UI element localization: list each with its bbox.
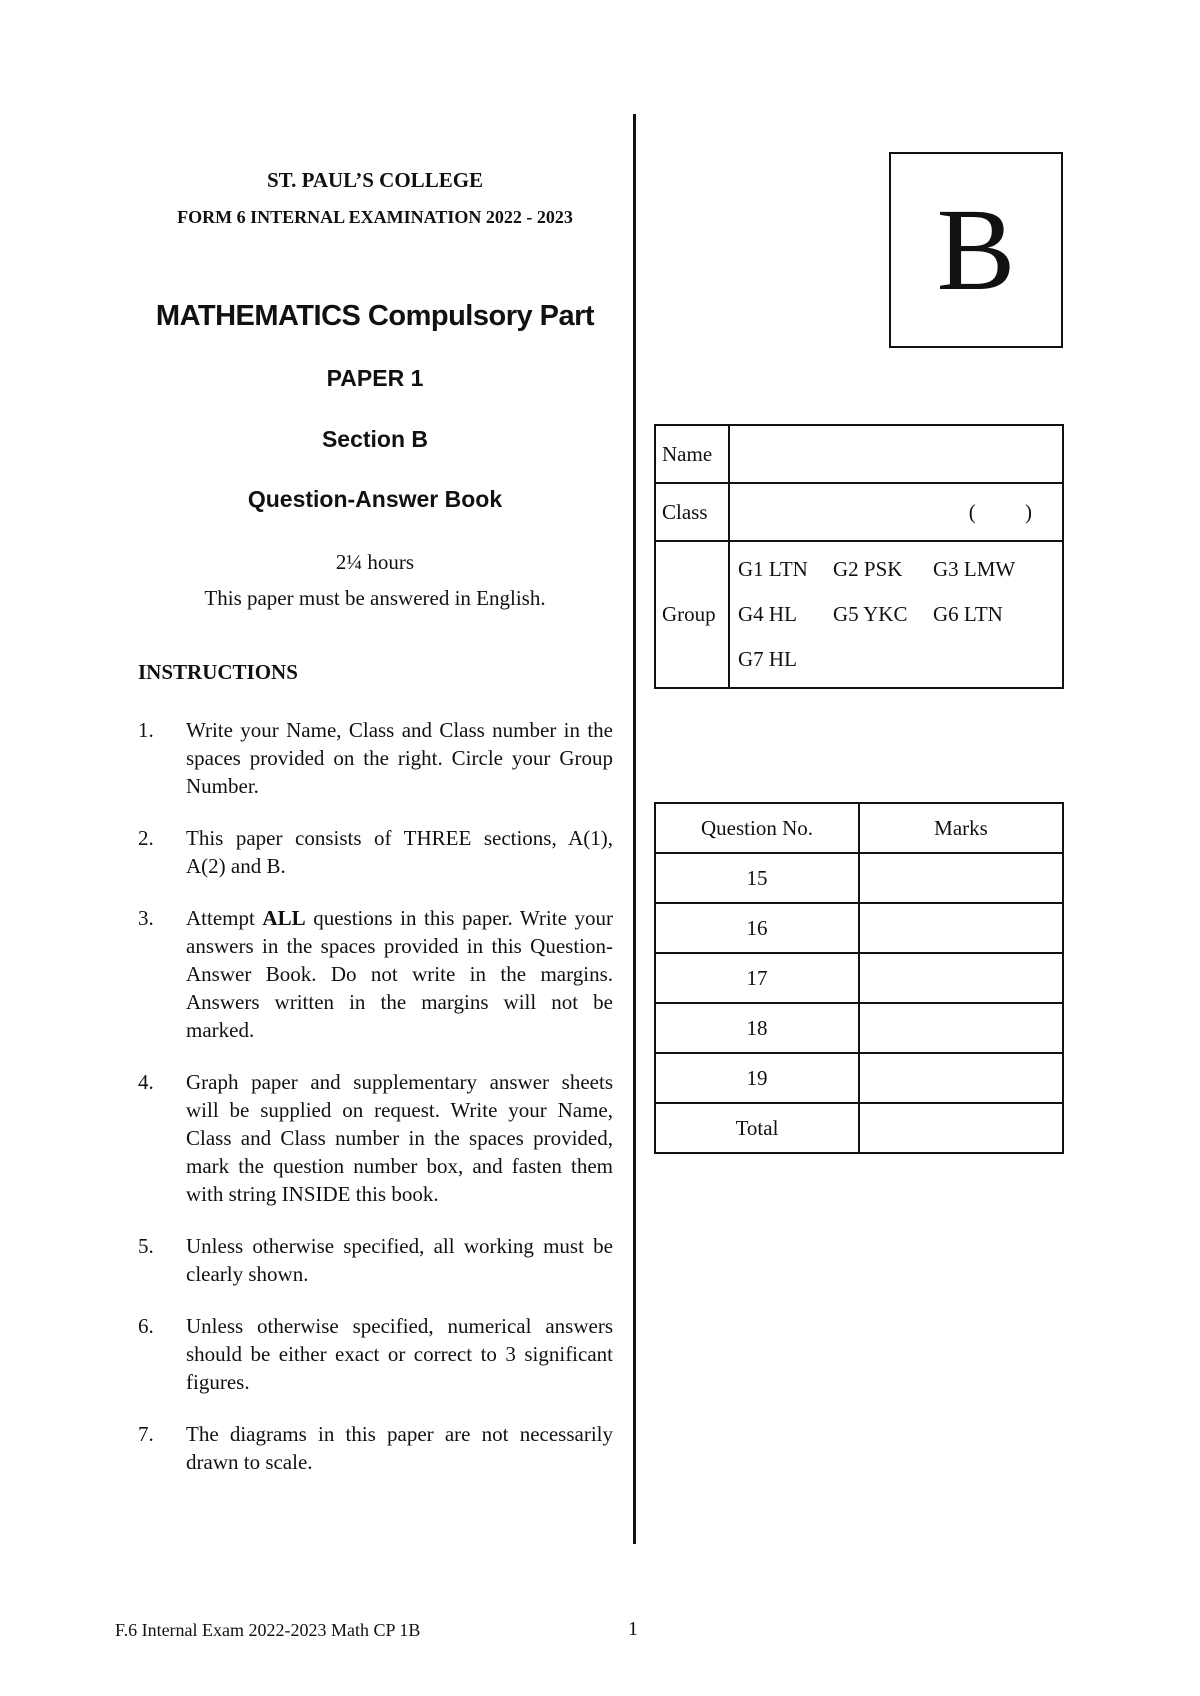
marks-row	[655, 1053, 1063, 1103]
instruction-item	[138, 1420, 613, 1476]
marks-total-row	[655, 1103, 1063, 1153]
instruction-emphasis: ALL	[262, 906, 306, 930]
group-options	[738, 557, 1054, 672]
instruction-text-end: questions in this paper. Write your answers in the spaces provided in this Question-Answer Book. Do not write in the margins. Answers written in the margins will not be marked.	[186, 906, 613, 1042]
marks-row	[655, 1003, 1063, 1053]
group-option[interactable]: G1 LTN	[738, 557, 808, 581]
question-number: 19	[655, 1053, 859, 1103]
instruction-number: 7.	[138, 1422, 154, 1446]
instruction-item	[138, 716, 613, 800]
exam-title: FORM 6 INTERNAL EXAMINATION 2022 - 2023	[177, 207, 573, 227]
question-no-header: Question No.	[655, 803, 859, 853]
instruction-text: Graph paper and supplementary answer sheets will be supplied on request. Write your Name, Class and Class number in the spaces provided, mark the question number box, and fasten them with string INSIDE this book.	[186, 1070, 613, 1206]
instruction-item	[138, 904, 613, 1044]
question-number: 15	[655, 853, 859, 903]
marks-cell[interactable]	[859, 903, 1063, 953]
class-number-brackets: ( )	[968, 499, 1054, 524]
page-number: 1	[628, 1618, 638, 1640]
instruction-number: 5.	[138, 1234, 154, 1258]
paper-number: PAPER 1	[326, 365, 424, 391]
group-option[interactable]: G2 PSK	[833, 557, 903, 581]
instruction-number: 3.	[138, 906, 154, 930]
question-number: 17	[655, 953, 859, 1003]
instruction-text: Unless otherwise specified, all working must be clearly shown.	[186, 1234, 613, 1286]
instruction-text: The diagrams in this paper are not necessarily drawn to scale.	[186, 1422, 613, 1474]
group-label: Group	[655, 541, 729, 688]
instruction-item	[138, 1068, 613, 1208]
instruction-text-start: Attempt	[186, 906, 263, 930]
total-marks-cell[interactable]	[859, 1103, 1063, 1153]
marks-cell[interactable]	[859, 1053, 1063, 1103]
marks-row	[655, 903, 1063, 953]
marks-row	[655, 853, 1063, 903]
group-option[interactable]: G7 HL	[738, 647, 797, 671]
marks-table	[654, 802, 1064, 1154]
group-field	[729, 541, 1063, 688]
total-label: Total	[655, 1103, 859, 1153]
question-number: 18	[655, 1003, 859, 1053]
name-label: Name	[655, 425, 729, 483]
section-title: Section B	[321, 426, 429, 452]
instruction-text	[186, 904, 613, 1044]
marks-cell[interactable]	[859, 853, 1063, 903]
group-option[interactable]: G5 YKC	[833, 602, 908, 626]
group-option[interactable]: G6 LTN	[933, 602, 1003, 626]
footer-text: F.6 Internal Exam 2022-2023 Math CP 1B	[115, 1620, 421, 1640]
language-note: This paper must be answered in English.	[204, 586, 546, 610]
subject-title: MATHEMATICS Compulsory Part	[155, 300, 595, 332]
instructions-heading: INSTRUCTIONS	[138, 660, 298, 684]
marks-cell[interactable]	[859, 1003, 1063, 1053]
instruction-number: 1.	[138, 718, 154, 742]
instruction-text: Write your Name, Class and Class number in the spaces provided on the right. Circle your Group Number.	[186, 718, 613, 798]
instruction-text: Unless otherwise specified, numerical answers should be either exact or correct to 3 significant figures.	[186, 1314, 613, 1394]
class-field[interactable]	[729, 483, 1063, 541]
name-field[interactable]	[729, 425, 1063, 483]
candidate-info-table	[654, 424, 1064, 689]
marks-header-row	[655, 803, 1063, 853]
exam-duration: 2¼ hours	[335, 550, 415, 574]
group-option[interactable]: G3 LMW	[933, 557, 1016, 581]
instruction-item	[138, 1232, 613, 1288]
instructions-list	[138, 716, 613, 1500]
class-label: Class	[655, 483, 729, 541]
question-number: 16	[655, 903, 859, 953]
section-letter-box: B	[889, 152, 1063, 348]
book-title: Question-Answer Book	[247, 486, 503, 512]
instruction-text: This paper consists of THREE sections, A(1), A(2) and B.	[186, 826, 613, 878]
instruction-number: 4.	[138, 1070, 154, 1094]
instruction-item	[138, 1312, 613, 1396]
instruction-item	[138, 824, 613, 880]
school-name: ST. PAUL’S COLLEGE	[266, 168, 484, 192]
instruction-number: 2.	[138, 826, 154, 850]
marks-row	[655, 953, 1063, 1003]
marks-header: Marks	[859, 803, 1063, 853]
marks-cell[interactable]	[859, 953, 1063, 1003]
group-option[interactable]: G4 HL	[738, 602, 797, 626]
column-divider	[633, 114, 636, 1544]
instruction-number: 6.	[138, 1314, 154, 1338]
